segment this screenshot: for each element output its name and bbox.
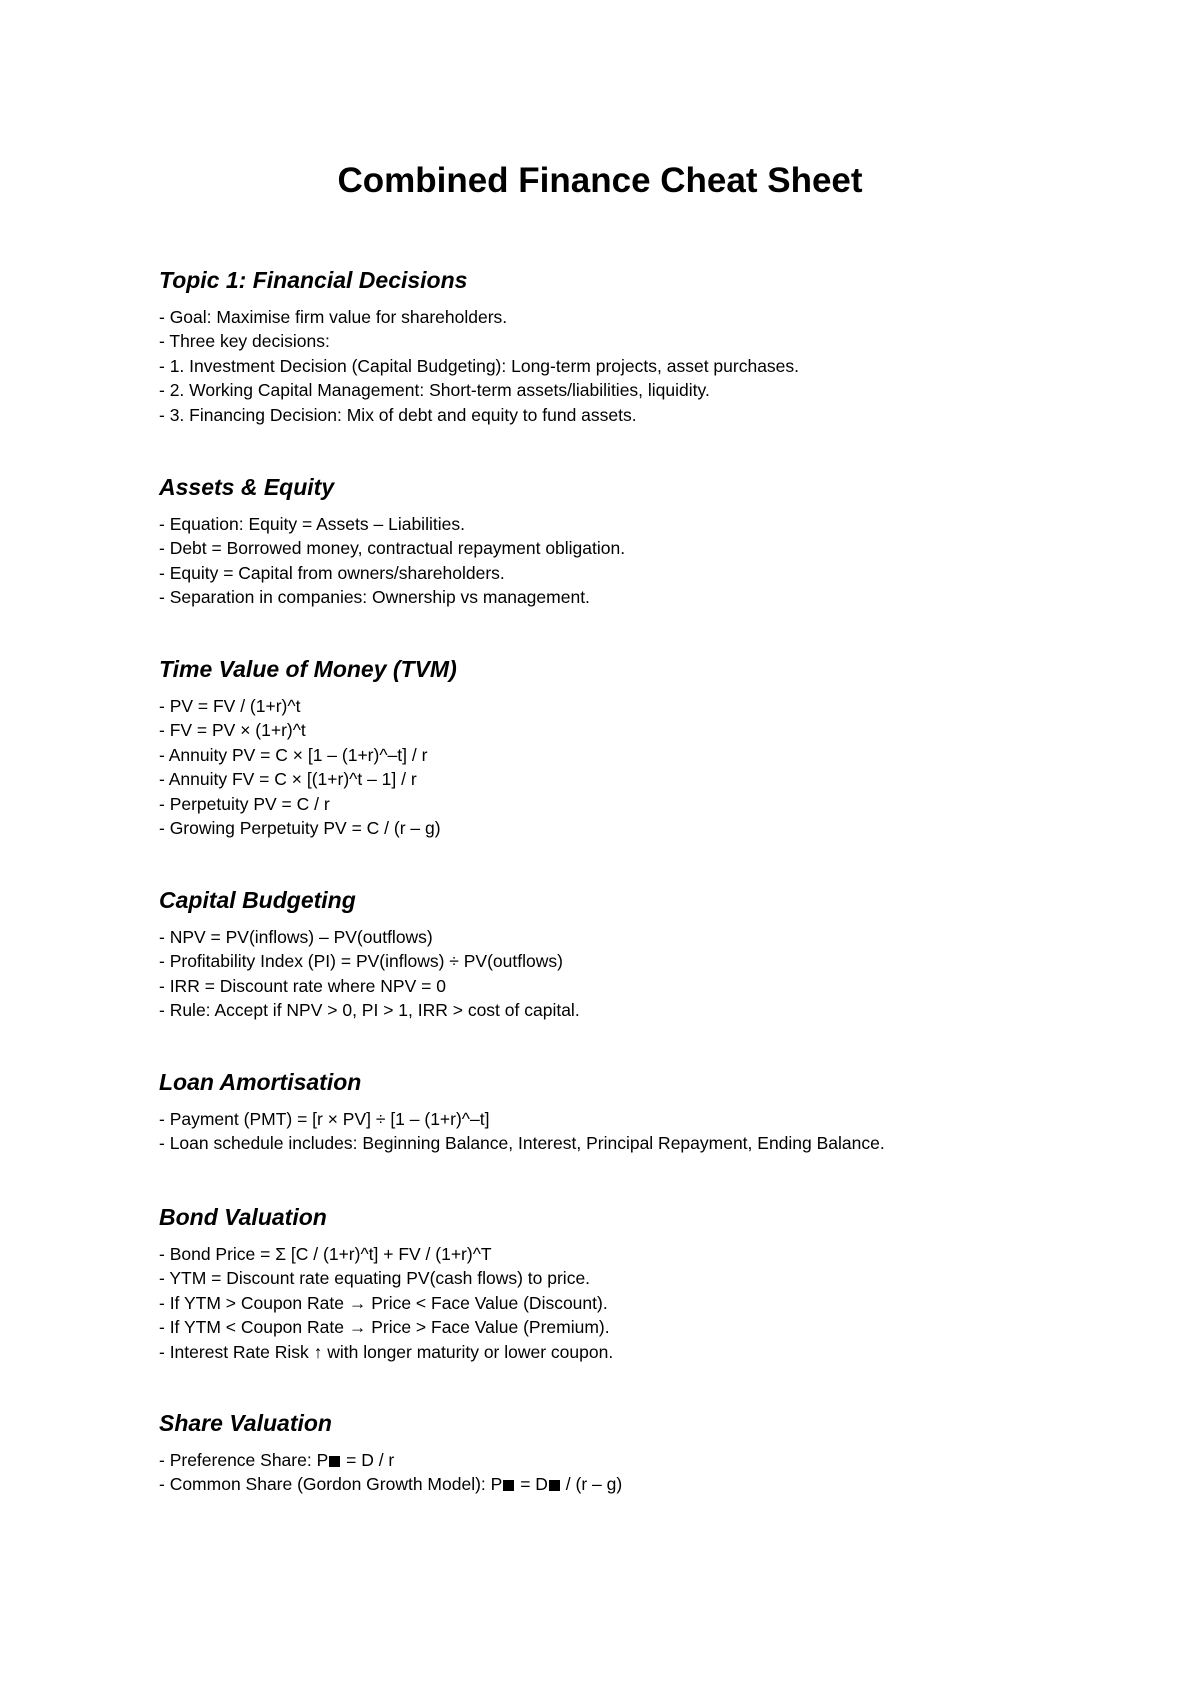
section-heading: Assets & Equity (159, 474, 335, 500)
section-bond-valuation (159, 1202, 1119, 1364)
list-item: - Goal: Maximise firm value for shareholders. (159, 307, 508, 327)
list-item: - 3. Financing Decision: Mix of debt and equity to fund assets. (159, 404, 637, 425)
section-financial-decisions (159, 265, 1119, 427)
list-item: - Three key decisions: (159, 331, 330, 352)
list-item: - If YTM < Coupon Rate → Price > Face Value (Premium). (159, 1317, 610, 1338)
section-heading: Share Valuation (159, 1410, 332, 1436)
section-heading: Time Value of Money (TVM) (159, 656, 457, 682)
list-item: - Equity = Capital from owners/shareholders. (159, 562, 505, 583)
list-item: - IRR = Discount rate where NPV = 0 (159, 975, 446, 996)
section-tvm (159, 654, 1119, 840)
bullet-list (159, 1242, 1119, 1364)
section-heading: Loan Amortisation (159, 1069, 362, 1095)
list-item-text: / (r – g) (560, 1474, 623, 1495)
list-item: - NPV = PV(inflows) – PV(outflows) (159, 927, 433, 947)
bullet-list (159, 925, 1119, 1023)
list-item: - Bond Price = Σ [C / (1+r)^t] + FV / (1+r)^T (159, 1244, 492, 1264)
section-assets-equity (159, 472, 1119, 610)
list-item: - 1. Investment Decision (Capital Budgeting): Long-term projects, asset purchases. (159, 355, 800, 376)
list-item: - Rule: Accept if NPV > 0, PI > 1, IRR > cost of capital. (159, 1000, 580, 1021)
list-item: - Debt = Borrowed money, contractual repayment obligation. (159, 538, 626, 559)
list-item (159, 1448, 1119, 1472)
list-item: - Equation: Equity = Assets – Liabilities. (159, 514, 465, 534)
section-heading: Capital Budgeting (159, 887, 356, 913)
list-item: - Growing Perpetuity PV = C / (r – g) (159, 818, 441, 839)
bullet-list (159, 512, 1119, 610)
missing-glyph-box-icon (549, 1480, 560, 1491)
list-item: - Payment (PMT) = [r × PV] ÷ [1 – (1+r)^–t] (159, 1109, 490, 1129)
list-item: - Annuity FV = C × [(1+r)^t – 1] / r (159, 769, 417, 790)
bullet-list (159, 1448, 1119, 1497)
list-item-text: - Common Share (Gordon Growth Model): P (159, 1474, 503, 1495)
section-heading: Topic 1: Financial Decisions (159, 267, 468, 293)
list-item (159, 1472, 1119, 1496)
list-item: - If YTM > Coupon Rate → Price < Face Value (Discount). (159, 1292, 608, 1313)
list-item: - 2. Working Capital Management: Short-term assets/liabilities, liquidity. (159, 380, 710, 401)
list-item: - FV = PV × (1+r)^t (159, 720, 306, 741)
missing-glyph-box-icon (503, 1480, 514, 1491)
section-capital-budgeting (159, 885, 1119, 1023)
bullet-list (159, 1107, 1119, 1156)
list-item: - Separation in companies: Ownership vs management. (159, 587, 590, 608)
list-item-text: = D / r (341, 1450, 395, 1470)
list-item: - Loan schedule includes: Beginning Balance, Interest, Principal Repayment, Ending Balance. (159, 1133, 885, 1154)
list-item: - Annuity PV = C × [1 – (1+r)^–t] / r (159, 744, 428, 765)
list-item-text: = D (515, 1474, 548, 1495)
document-title: Combined Finance Cheat Sheet (337, 161, 863, 200)
list-item: - PV = FV / (1+r)^t (159, 696, 301, 716)
list-item-text: - Preference Share: P (159, 1450, 329, 1470)
section-loan-amortisation (159, 1067, 1119, 1156)
bullet-list (159, 694, 1119, 840)
section-share-valuation (159, 1408, 1119, 1497)
missing-glyph-box-icon (329, 1456, 340, 1467)
list-item: - YTM = Discount rate equating PV(cash flows) to price. (159, 1268, 591, 1289)
bullet-list (159, 305, 1119, 427)
list-item: - Interest Rate Risk ↑ with longer maturity or lower coupon. (159, 1341, 614, 1362)
section-heading: Bond Valuation (159, 1204, 327, 1230)
list-item: - Profitability Index (PI) = PV(inflows) ÷ PV(outflows) (159, 951, 563, 972)
list-item: - Perpetuity PV = C / r (159, 793, 330, 814)
